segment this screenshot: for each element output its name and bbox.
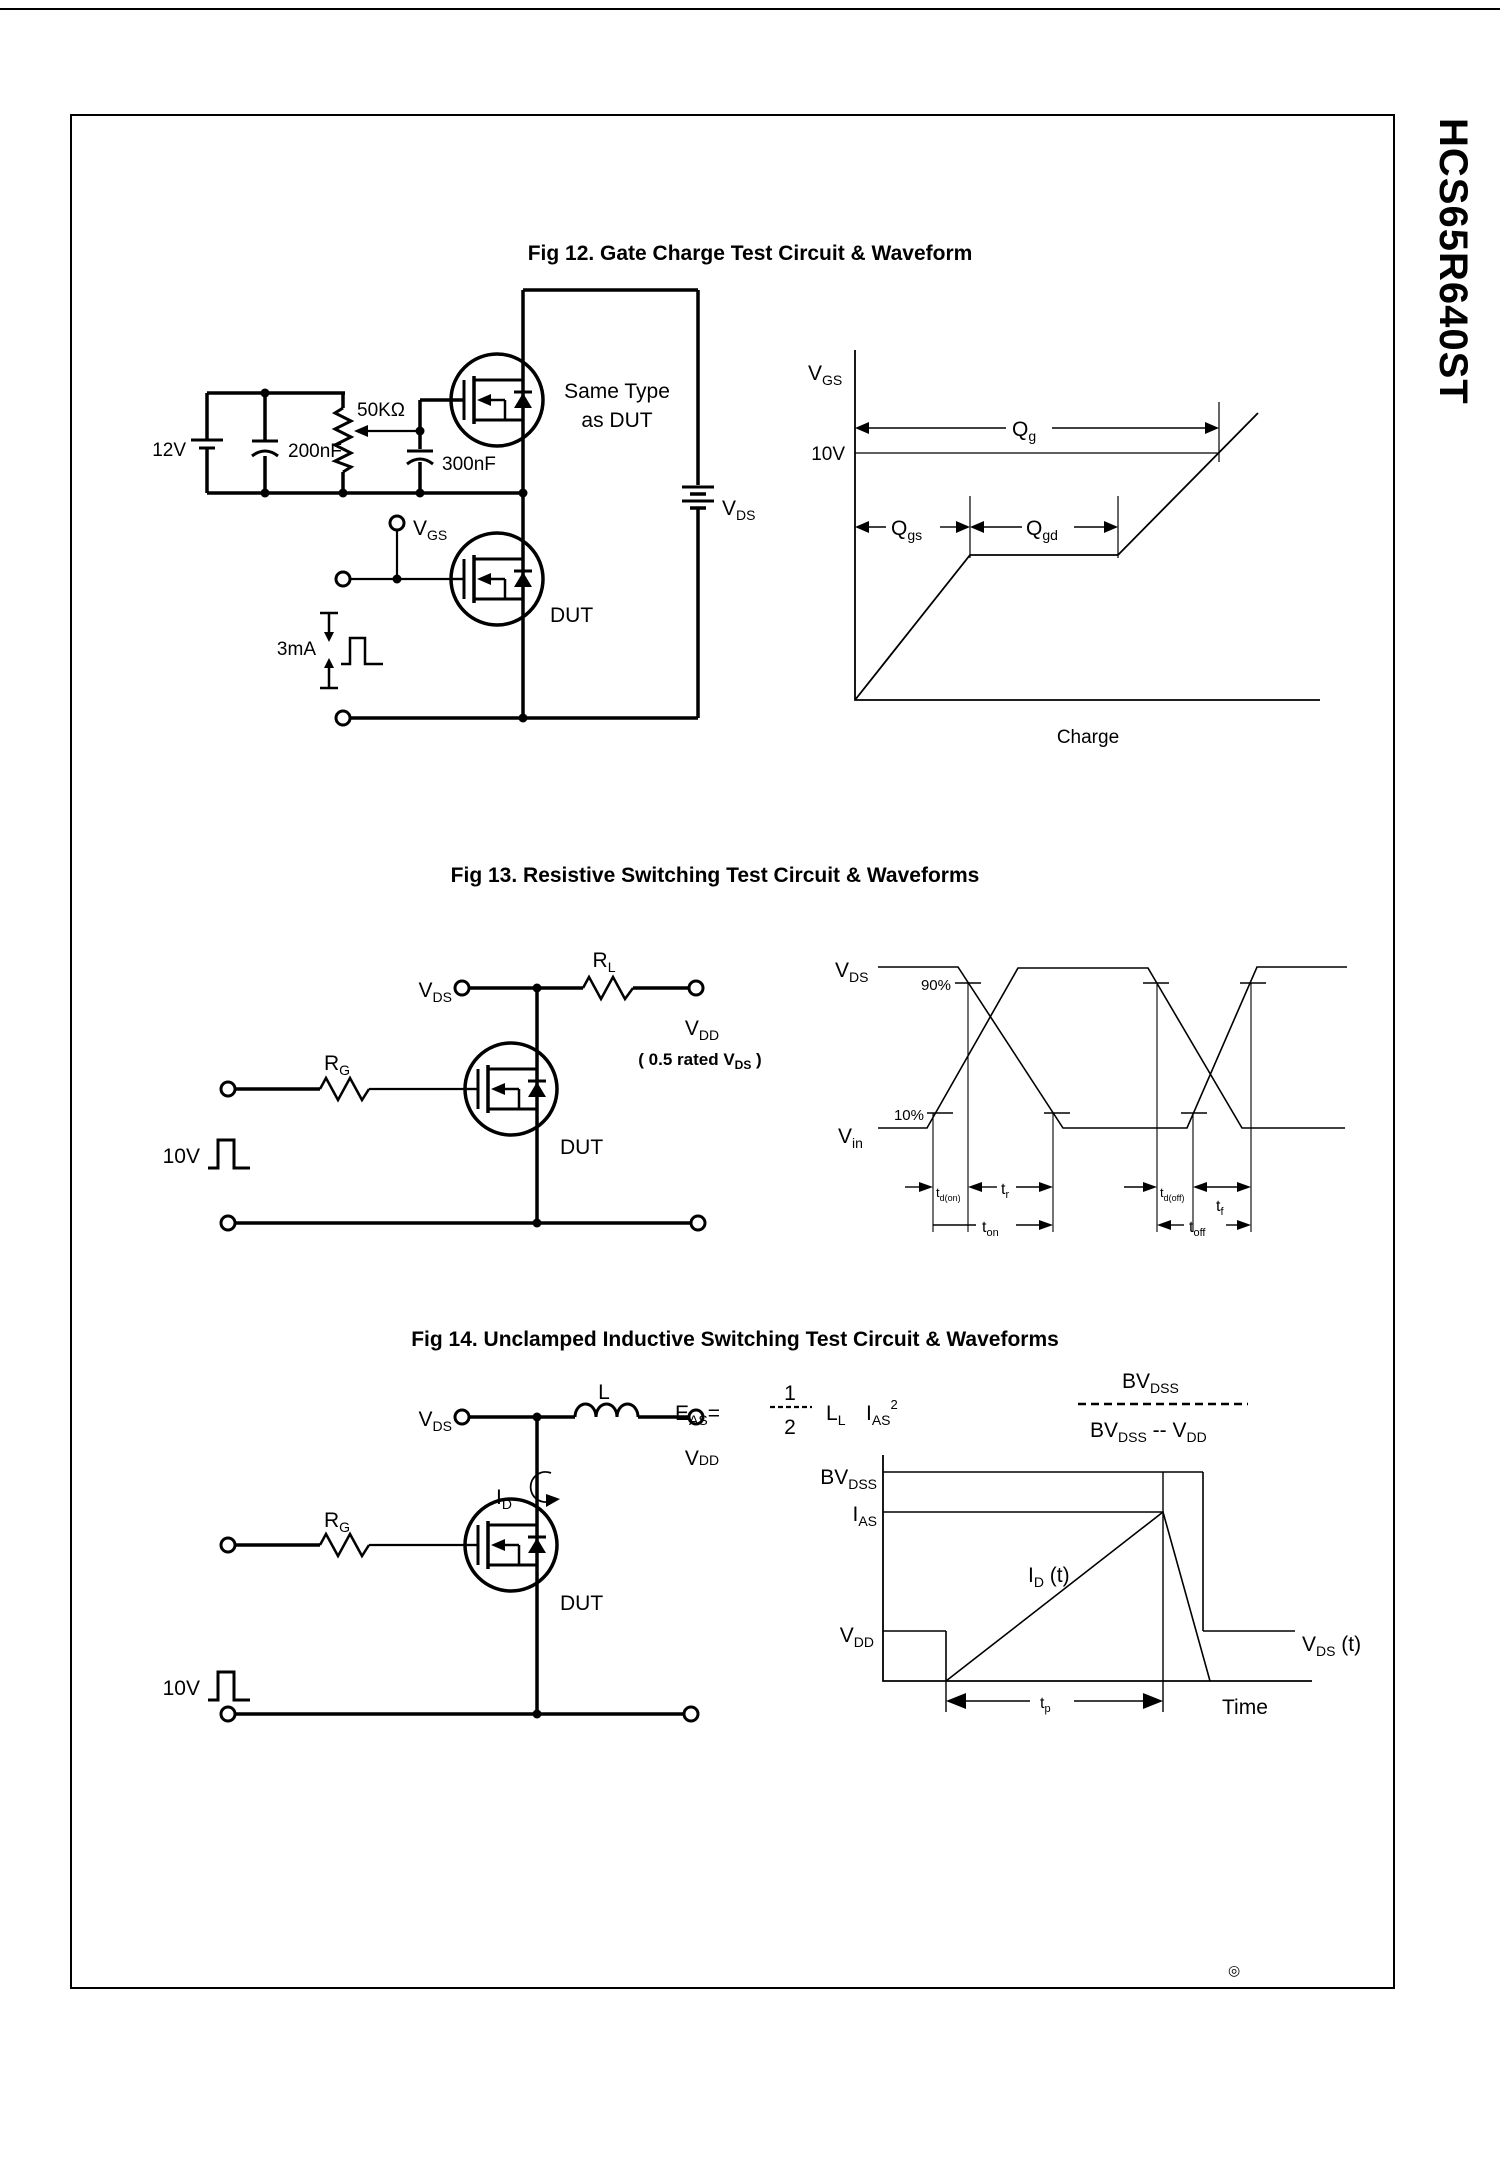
fig13-resistive-switching xyxy=(163,864,1347,1239)
label-l: L xyxy=(598,1381,610,1404)
label-vdd-fig14: VDD xyxy=(684,1447,720,1470)
mosfet-same-type xyxy=(451,354,543,446)
label-3ma: 3mA xyxy=(276,639,316,660)
label-tf: $t_f$ xyxy=(1216,1198,1224,1218)
label-50k: 50KΩ xyxy=(357,400,406,421)
junction-dot xyxy=(533,1710,542,1719)
fig12-title: Fig 12. Gate Charge Test Circuit & Waveform xyxy=(527,242,973,265)
terminal-vds-fig13 xyxy=(455,981,469,995)
terminal-source-return xyxy=(336,711,350,725)
fig12-gate-charge xyxy=(152,242,1320,748)
vds-return-trace xyxy=(1203,1472,1295,1631)
dim-row-2 xyxy=(933,1219,1251,1239)
junction-dot xyxy=(519,714,528,723)
label-vds-supply: $V_{DS}$ xyxy=(722,497,756,523)
potentiometer-50k xyxy=(335,400,405,472)
mosfet-dut-fig13 xyxy=(465,1043,557,1135)
fig12-xlabel: Charge xyxy=(1056,727,1120,748)
gate-drive-10v-fig13 xyxy=(163,1140,250,1168)
inductor-l xyxy=(575,1381,638,1417)
junction-dot xyxy=(519,489,528,498)
terminal-return-fig13 xyxy=(221,1216,235,1230)
formula-ias: $I_{AS}^2$ xyxy=(866,1397,898,1428)
fig14-axes xyxy=(883,1455,1312,1681)
label-vdd-level: $V_{DD}$ xyxy=(839,1624,874,1650)
current-source-3ma xyxy=(277,613,383,688)
fig13-waveform xyxy=(835,959,1347,1239)
label-rg-fig14: $R_G$ xyxy=(323,1509,351,1535)
junction-dot xyxy=(261,489,270,498)
label-vds-fig13: $V_{DS}$ xyxy=(418,979,452,1005)
pulse-icon-fig13 xyxy=(208,1140,250,1168)
label-10v-level: 10V xyxy=(811,444,845,465)
fig13-label-vds: $V_{DS}$ xyxy=(835,959,869,985)
mosfet-dut-fig14 xyxy=(465,1499,557,1591)
label-idt: $I_D$ (t) xyxy=(1028,1564,1070,1590)
vgs-curve xyxy=(855,413,1258,700)
label-bvdss: $BV_{DSS}$ xyxy=(820,1466,877,1492)
terminal-return2-fig13 xyxy=(691,1216,705,1230)
label-tr: $t_r$ xyxy=(1001,1181,1010,1201)
label-10v-fig14: 10V xyxy=(162,1677,200,1700)
label-12v: 12V xyxy=(152,440,186,461)
formula-eas: $E_{AS}=$ xyxy=(675,1402,720,1428)
terminal-gate-input xyxy=(336,572,350,586)
label-ton: $t_{on}$ xyxy=(982,1219,999,1239)
junction-dot xyxy=(261,389,270,398)
label-vds-fig14: $V_{DS}$ xyxy=(418,1408,452,1434)
label-time: Time xyxy=(1222,1696,1268,1719)
formula-den1: 2 xyxy=(784,1416,796,1439)
corner-mark-icon: ◎ xyxy=(1228,1962,1241,1978)
fig14-title: Fig 14. Unclamped Inductive Switching Test Circuit & Waveforms xyxy=(411,1328,1059,1351)
junction-dot xyxy=(533,1219,542,1228)
fig12-waveform xyxy=(808,350,1320,748)
junction-dot xyxy=(339,489,348,498)
label-id: $I_D$ xyxy=(496,1486,512,1512)
label-tdon: $t_{d(on)}$ xyxy=(936,1185,961,1203)
label-same-type-1: Same Type xyxy=(564,380,670,403)
terminal-vgs xyxy=(390,516,404,530)
pulse-icon-3ma xyxy=(341,638,383,664)
terminal-gate-fig14 xyxy=(221,1538,235,1552)
label-rg-fig13: $R_G$ xyxy=(323,1052,351,1078)
mosfet-dut-fig12 xyxy=(451,533,543,625)
level-ticks xyxy=(927,983,1266,1113)
battery-12v xyxy=(152,440,223,461)
label-300nf: 300nF xyxy=(442,454,496,475)
id-ramp-trace xyxy=(946,1512,1210,1681)
label-vgs-terminal: $V_{GS}$ xyxy=(413,517,448,543)
gate-drive-10v-fig14 xyxy=(163,1672,250,1700)
terminal-return2-fig14 xyxy=(684,1707,698,1721)
terminal-gate-fig13 xyxy=(221,1082,235,1096)
junction-dot xyxy=(416,489,425,498)
part-number: HCS65R640ST xyxy=(1431,118,1475,405)
id-loop-arrow xyxy=(496,1472,560,1512)
label-dut-fig13: DUT xyxy=(560,1136,604,1159)
label-vdd-fig13: $V_{DD}$ xyxy=(684,1017,720,1043)
label-10pct: 10% xyxy=(893,1107,924,1124)
wiper-arrow-icon xyxy=(354,425,368,437)
junction-dot xyxy=(416,427,425,436)
label-90pct: 90% xyxy=(920,977,951,994)
resistor-rl xyxy=(583,949,633,999)
fig12-ylabel: $V_{GS}$ xyxy=(808,362,843,388)
label-dut-fig14: DUT xyxy=(560,1592,604,1615)
junction-dot xyxy=(533,1413,542,1422)
fig14-waveform xyxy=(820,1455,1361,1719)
label-toff: $t_{off}$ xyxy=(1189,1219,1206,1239)
fig12-axes xyxy=(855,350,1320,700)
vdd-step xyxy=(883,1631,946,1681)
terminal-return-fig14 xyxy=(221,1707,235,1721)
reference-verticals xyxy=(933,983,1251,1232)
eas-formula xyxy=(675,1370,1248,1445)
battery-vds xyxy=(682,487,755,523)
formula-den2: $BV_{DSS} -- V_{DD}$ xyxy=(1090,1419,1207,1445)
fig14-wires xyxy=(235,1417,689,1714)
arrow-down-icon xyxy=(324,632,334,642)
label-ias-level: $I_{AS}$ xyxy=(852,1503,877,1529)
resistor-rg-fig13 xyxy=(320,1052,369,1100)
dim-qgd xyxy=(970,496,1118,558)
formula-num2: $BV_{DSS}$ xyxy=(1122,1370,1179,1396)
label-qgs: $Q_{gs}$ xyxy=(891,517,923,543)
label-qgd: $Q_{gd}$ xyxy=(1026,517,1058,543)
terminal-vds-fig14 xyxy=(455,1410,469,1424)
id-arrowhead-icon xyxy=(546,1494,560,1507)
label-tdoff: $t_{d(off)}$ xyxy=(1160,1185,1185,1203)
label-10v-fig13: 10V xyxy=(162,1145,200,1168)
label-200nf: 200nF xyxy=(288,441,342,462)
label-tp: $t_p$ xyxy=(1040,1695,1051,1715)
junction-dot xyxy=(393,575,402,584)
fig13-label-vin: $V_{in}$ xyxy=(838,1125,863,1151)
label-vdst: $V_{DS}$ (t) xyxy=(1302,1633,1362,1659)
dim-qgs xyxy=(855,496,970,558)
label-same-type-2: as DUT xyxy=(581,409,653,432)
formula-num1: 1 xyxy=(784,1382,796,1405)
label-qg: $Q_g$ xyxy=(1012,418,1037,444)
label-dut-fig12: DUT xyxy=(550,604,594,627)
label-rl: $R_L$ xyxy=(592,949,616,975)
terminal-vdd-fig13 xyxy=(689,981,703,995)
label-rated-vds: ( 0.5 rated $V_{DS}$ ) xyxy=(638,1050,762,1072)
resistor-rg-fig14 xyxy=(320,1509,369,1556)
formula-ll: $L_L$ xyxy=(826,1402,846,1428)
fig13-wires xyxy=(235,988,691,1223)
dim-row-1 xyxy=(905,1181,1251,1218)
pulse-icon-fig14 xyxy=(208,1672,250,1700)
dim-tp xyxy=(946,1693,1163,1715)
arrow-up-icon xyxy=(324,658,334,668)
fig13-title: Fig 13. Resistive Switching Test Circuit & Waveforms xyxy=(450,864,980,887)
fig14-unclamped-inductive xyxy=(163,1328,1362,1721)
junction-dot xyxy=(533,984,542,993)
